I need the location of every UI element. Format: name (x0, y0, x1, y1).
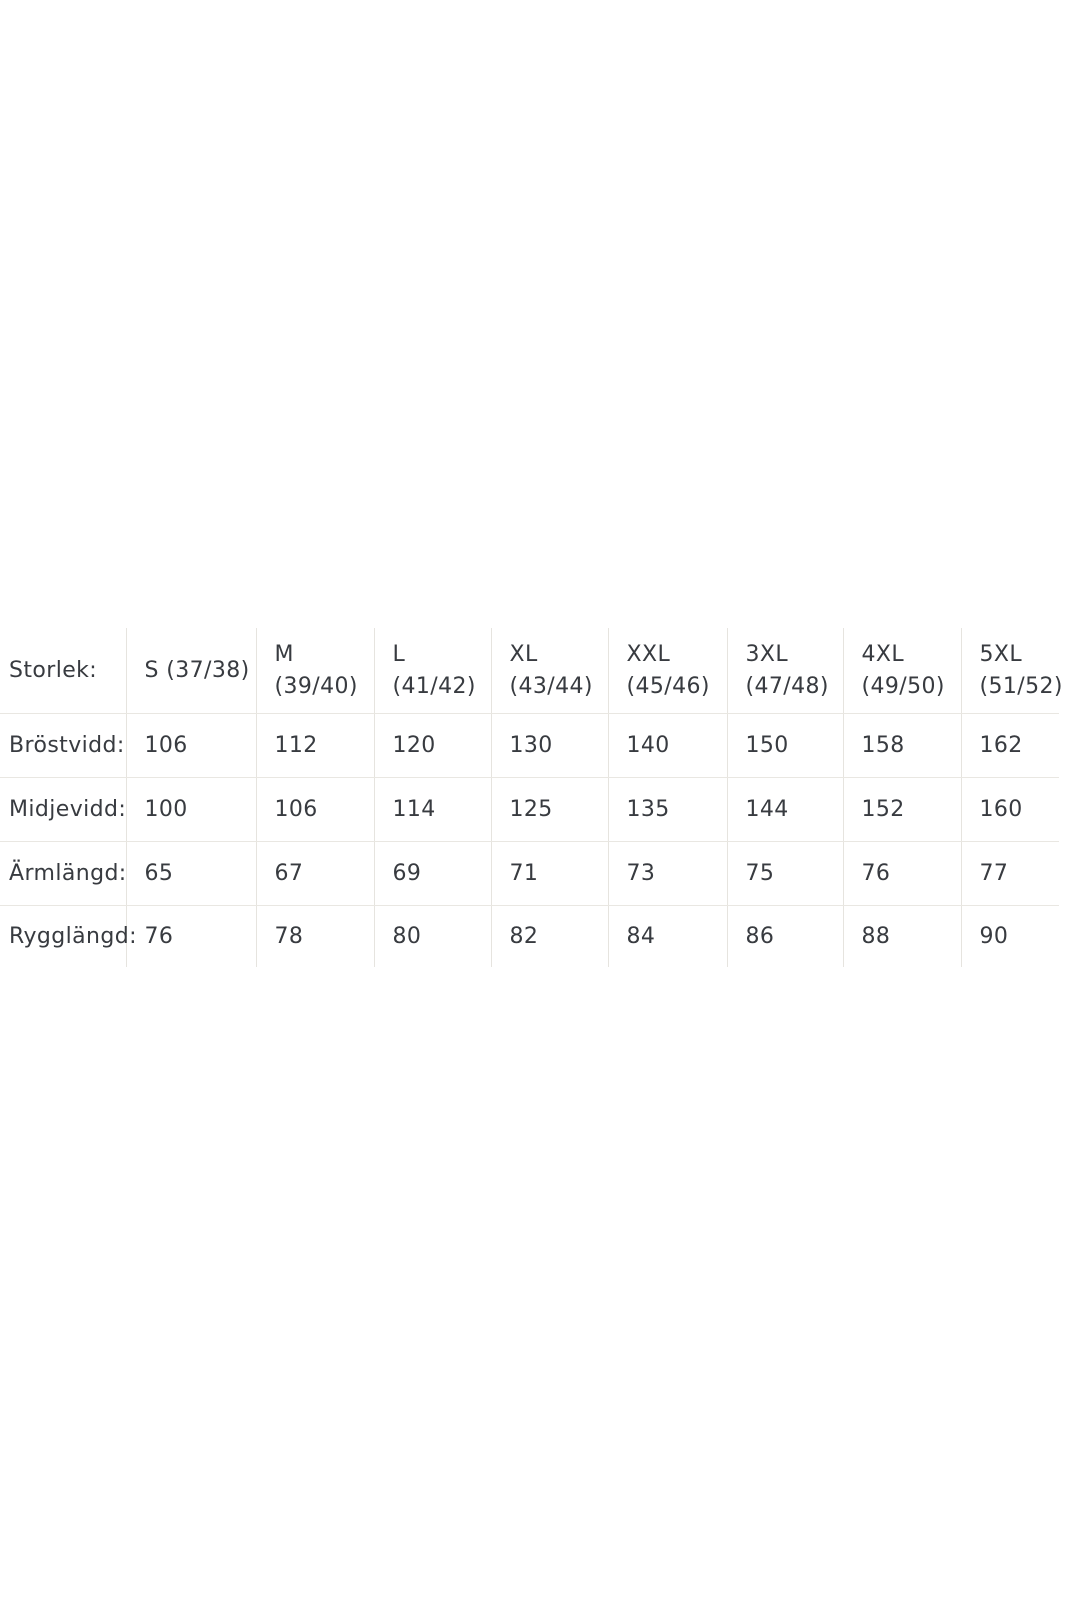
value-cell: 78 (256, 906, 374, 968)
value-cell: 120 (374, 714, 491, 778)
value-cell: 140 (608, 714, 727, 778)
value-cell: 125 (491, 778, 608, 842)
row-label: Midjevidd: (0, 778, 126, 842)
header-row (0, 628, 1059, 714)
row-label: Rygglängd: (0, 906, 126, 968)
value-cell: 112 (256, 714, 374, 778)
header-label-text: Storlek: (9, 657, 98, 683)
value-cell: 130 (491, 714, 608, 778)
value-cell: 82 (491, 906, 608, 968)
row-label: Bröstvidd: (0, 714, 126, 778)
header-cell-l: L (41/42) (374, 628, 491, 714)
header-cell-5xl: 5XL (51/52) (961, 628, 1059, 714)
header-cell-4xl: 4XL (49/50) (843, 628, 961, 714)
size-chart-table (0, 628, 1063, 967)
value-cell: 160 (961, 778, 1059, 842)
value-cell: 158 (843, 714, 961, 778)
table-row-midjevidd (0, 778, 1059, 842)
value-cell: 135 (608, 778, 727, 842)
value-cell: 144 (727, 778, 843, 842)
header-cell-s: S (37/38) (126, 628, 256, 714)
value-cell: 106 (256, 778, 374, 842)
value-cell: 77 (961, 842, 1059, 906)
value-cell: 76 (843, 842, 961, 906)
table-row-rygglangd (0, 906, 1059, 968)
value-cell: 80 (374, 906, 491, 968)
header-cell-m: M (39/40) (256, 628, 374, 714)
header-cell-xxl: XXL (45/46) (608, 628, 727, 714)
header-cell-xl: XL (43/44) (491, 628, 608, 714)
table-row-brostvidd (0, 714, 1059, 778)
value-cell: 84 (608, 906, 727, 968)
row-label: Ärmlängd: (0, 842, 126, 906)
header-cell-3xl: 3XL (47/48) (727, 628, 843, 714)
value-cell: 150 (727, 714, 843, 778)
value-cell: 90 (979, 924, 1009, 949)
value-cell: 88 (843, 906, 961, 968)
value-cell: 152 (843, 778, 961, 842)
value-cell: 67 (256, 842, 374, 906)
value-cell: 71 (491, 842, 608, 906)
value-cell: 75 (727, 842, 843, 906)
value-cell: 162 (961, 714, 1059, 778)
value-cell: 86 (727, 906, 843, 968)
value-cell: 73 (608, 842, 727, 906)
value-cell: 76 (126, 906, 256, 968)
table-row-armlangd (0, 842, 1059, 906)
header-label-storlek (0, 628, 126, 714)
value-cell: 106 (126, 714, 256, 778)
value-cell: 114 (374, 778, 491, 842)
value-cell: 100 (126, 778, 256, 842)
value-cell: 65 (126, 842, 256, 906)
value-cell: 69 (374, 842, 491, 906)
